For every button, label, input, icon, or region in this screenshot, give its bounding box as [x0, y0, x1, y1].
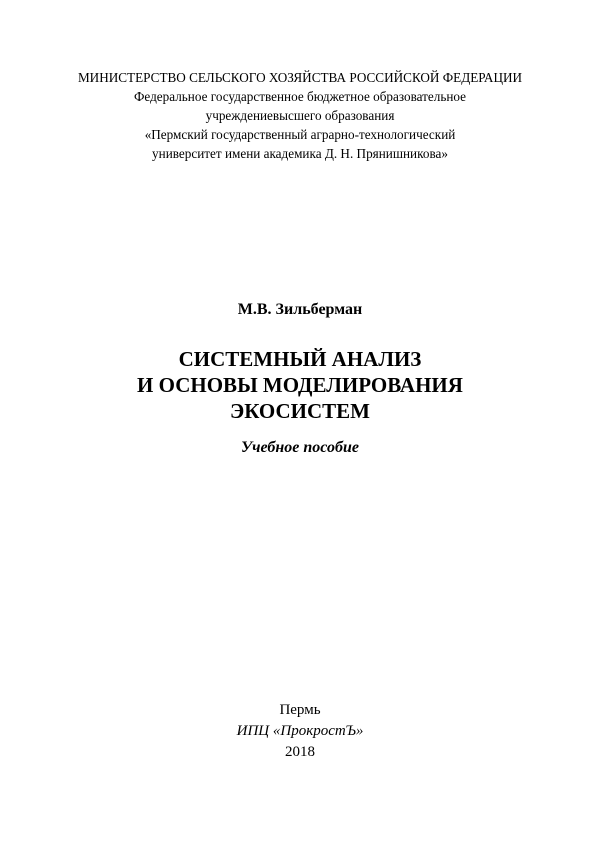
imprint-publisher: ИПЦ «ПрокростЪ» — [236, 723, 364, 739]
institution-type-line-2: учреждениевысшего образования — [205, 108, 395, 123]
book-subtitle: Учебное пособие — [241, 439, 359, 456]
imprint-year: 2018 — [285, 744, 315, 760]
institution-header — [0, 68, 600, 163]
ministry-line: МИНИСТЕРСТВО СЕЛЬСКОГО ХОЗЯЙСТВА РОССИЙСКОЙ ФЕДЕРАЦИИ — [77, 70, 523, 85]
imprint-city: Пермь — [279, 702, 321, 718]
book-title — [0, 346, 600, 424]
book-title-line: И ОСНОВЫ МОДЕЛИРОВАНИЯ — [137, 373, 463, 397]
author-name: М.В. Зильберман — [237, 301, 363, 318]
book-title-line: ЭКОСИСТЕМ — [229, 399, 371, 423]
imprint — [0, 700, 600, 763]
university-name-line-2: университет имени академика Д. Н. Прянишникова» — [152, 146, 448, 161]
institution-type-line: Федеральное государственное бюджетное образовательное — [133, 89, 467, 104]
book-title-line: СИСТЕМНЫЙ АНАЛИЗ — [178, 347, 422, 371]
university-name-line: «Пермский государственный аграрно-технологический — [144, 127, 456, 142]
